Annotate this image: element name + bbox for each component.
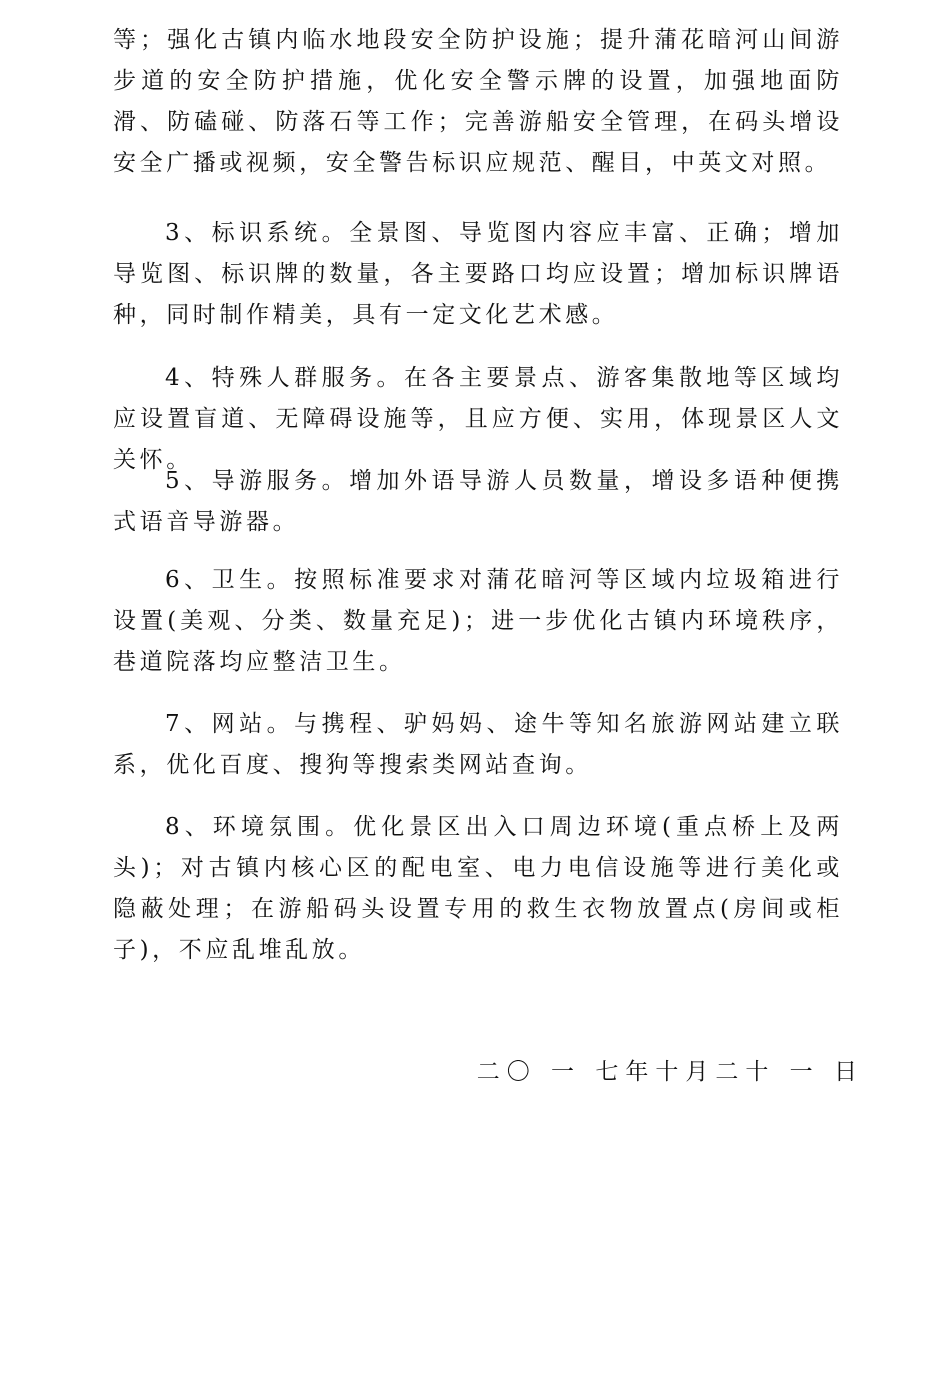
paragraph-sanitation: 6、卫生。按照标准要求对蒲花暗河等区域内垃圾箱进行设置(美观、分类、数量充足)；进一步优化古镇内环境秩序，巷道院落均应整洁卫生。 [113,567,843,675]
document-date: 二〇 一 七年十月二十 一 日 [476,1059,864,1085]
paragraph-special-groups: 4、特殊人群服务。在各主要景点、游客集散地等区域均应设置盲道、无障碍设施等，且应方便、实用，体现景区人文关怀。 [113,365,843,473]
paragraph-safety-continued: 等；强化古镇内临水地段安全防护设施；提升蒲花暗河山间游步道的安全防护措施，优化安全警示牌的设置，加强地面防滑、防磕碰、防落石等工作；完善游船安全管理，在码头增设安全广播或视频，安全警告标识应规范、醒目，中英文对照。 [113,27,843,176]
paragraph-environment: 8、环境氛围。优化景区出入口周边环境(重点桥上及两头)；对古镇内核心区的配电室、电力电信设施等进行美化或隐蔽处理；在游船码头设置专用的救生衣物放置点(房间或柜子)，不应乱堆乱放。 [113,814,843,963]
paragraph-website: 7、网站。与携程、驴妈妈、途牛等知名旅游网站建立联系，优化百度、搜狗等搜索类网站查询。 [113,711,843,778]
paragraph-signage-system: 3、标识系统。全景图、导览图内容应丰富、正确；增加导览图、标识牌的数量，各主要路口均应设置；增加标识牌语种，同时制作精美，具有一定文化艺术感。 [113,220,843,328]
paragraph-guide-service: 5、导游服务。增加外语导游人员数量，增设多语种便携式语音导游器。 [113,468,843,535]
